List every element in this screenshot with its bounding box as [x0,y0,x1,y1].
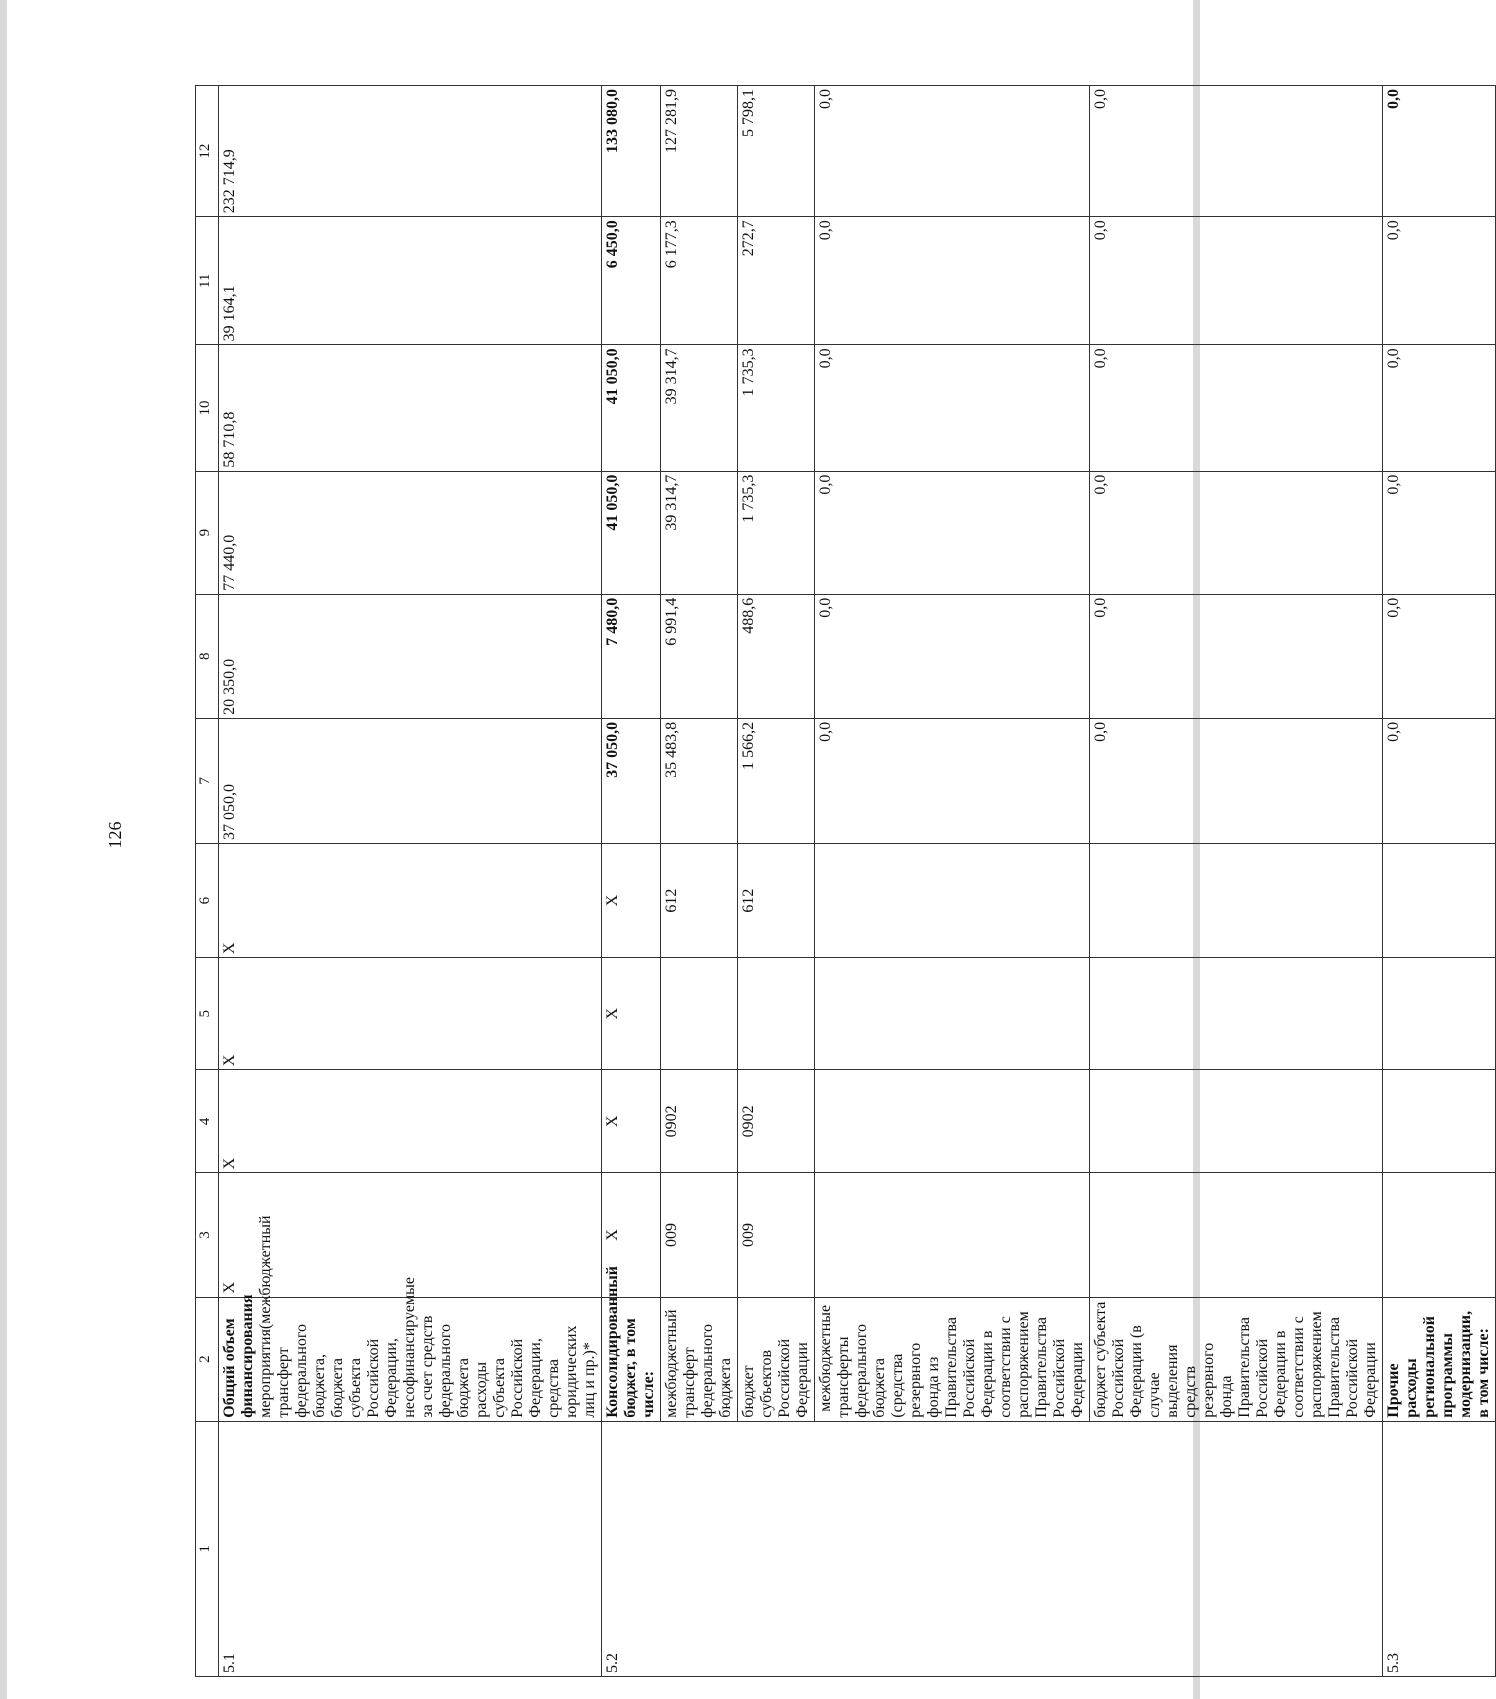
row-name-text: межбюджетные трансферты федерального бюджета (средства резервного фонда из Правительства Российской Федерации в соответствии с распоряжением Правительства Российской Федерации [815,1297,1090,1421]
header-cell: 4 [196,1070,219,1173]
cell-c11: 272,7 [738,217,815,345]
cell-c4: X [219,1070,602,1173]
scan-edge-left [0,0,7,1699]
cell-c7: 0,0 [815,718,1090,843]
header-cell: 8 [196,594,219,718]
row-name [219,1215,602,1421]
header-cell: 10 [196,345,219,471]
row-name-text: бюджет субъектов Российской Федерации [738,1297,815,1421]
table-row [1383,86,1496,1677]
cell-c9: 0,0 [815,471,1090,594]
header-cell: 7 [196,718,219,843]
cell-c5 [815,958,1090,1070]
cell-c9: 41 050,0 [602,471,661,594]
cell-c5 [1090,958,1383,1070]
cell-c3 [1383,1173,1496,1297]
cell-c8: 0,0 [1383,594,1496,718]
cell-c8: 20 350,0 [219,594,602,718]
cell-c4 [1090,1070,1383,1173]
cell-c4: 0902 [738,1070,815,1173]
cell-c9: 1 735,3 [738,471,815,594]
cell-c11: 39 164,1 [219,217,602,345]
cell-c11: 6 177,3 [661,217,738,345]
cell-c12: 232 714,9 [219,86,602,217]
header-cell: 12 [196,86,219,217]
cell-c5 [738,958,815,1070]
cell-c10: 58 710,8 [219,345,602,471]
cell-c11: 0,0 [1090,217,1383,345]
cell-c10: 39 314,7 [661,345,738,471]
cell-c9: 0,0 [1090,471,1383,594]
rotated-table-container [195,85,1492,1677]
cell-c6: 612 [738,844,815,958]
row-name-bold: Общий объем финансирования [221,1294,256,1418]
row-name-bold: Прочие расходы региональной программы модернизации, в том числе: [1383,1297,1496,1421]
cell-c5 [661,958,738,1070]
row-name-text: бюджет субъекта Российской Федерации (в случае выделения средств резервного фонда Правительства Российской Федерации в соответствии с распоряжением Правительства Российской Федерации [1090,1297,1383,1421]
cell-c8: 0,0 [815,594,1090,718]
cell-c12: 5 798,1 [738,86,815,217]
cell-c3 [815,1173,1090,1297]
row-name-bold: Консолидированный бюджет, в том числе: [602,1297,661,1421]
cell-c10: 0,0 [1383,345,1496,471]
header-cell: 1 [196,1421,219,1676]
row-name-text: межбюджетный трансферт федерального бюджета [661,1297,738,1421]
row-number: 5.1 [219,1421,602,1676]
table-row [219,86,602,1677]
cell-c3: X [219,1173,602,1297]
header-cell: 6 [196,844,219,958]
cell-c6 [815,844,1090,958]
cell-c9: 77 440,0 [219,471,602,594]
header-cell: 2 [196,1297,219,1421]
cell-c11: 0,0 [815,217,1090,345]
cell-c3: 009 [661,1173,738,1297]
cell-c5 [1383,958,1496,1070]
cell-c6: X [219,844,602,958]
cell-c8: 0,0 [1090,594,1383,718]
cell-c11: 0,0 [1383,217,1496,345]
cell-c7: 35 483,8 [661,718,738,843]
row-number: 5.2 [602,1421,1383,1676]
cell-c10: 1 735,3 [738,345,815,471]
cell-c6: X [602,844,661,958]
cell-c8: 6 991,4 [661,594,738,718]
cell-c10: 0,0 [1090,345,1383,471]
cell-c7: 0,0 [1090,718,1383,843]
page-number: 126 [105,821,125,849]
header-cell: 11 [196,217,219,345]
cell-c12: 133 080,0 [602,86,661,217]
header-cell: 3 [196,1173,219,1297]
cell-c12: 127 281,9 [661,86,738,217]
cell-c6: 612 [661,844,738,958]
budget-table [195,85,1496,1677]
cell-c3 [1090,1173,1383,1297]
cell-c3: 009 [738,1173,815,1297]
cell-c4: X [602,1070,661,1173]
header-cell: 9 [196,471,219,594]
cell-c8: 7 480,0 [602,594,661,718]
cell-c5: X [602,958,661,1070]
row-number: 5.3 [1383,1421,1496,1676]
header-cell: 5 [196,958,219,1070]
cell-c4 [815,1070,1090,1173]
cell-c10: 0,0 [815,345,1090,471]
table-row [602,86,661,1677]
cell-c7: 37 050,0 [602,718,661,843]
cell-c7: 0,0 [1383,718,1496,843]
row-name-text: мероприятия(межбюджетный трансферт федерального бюджета, бюджета субъекта Российской Федерации, несофинансируемые за счет средств федерального бюджета расходы субъекта Российской Федерации, средства юридических лиц и пр.)* [257,1215,598,1418]
cell-c12: 0,0 [815,86,1090,217]
cell-c11: 6 450,0 [602,217,661,345]
cell-c7: 1 566,2 [738,718,815,843]
cell-c7: 37 050,0 [219,718,602,843]
cell-c9: 0,0 [1383,471,1496,594]
cell-c12: 0,0 [1090,86,1383,217]
cell-c4: 0902 [661,1070,738,1173]
cell-c8: 488,6 [738,594,815,718]
cell-c12: 0,0 [1383,86,1496,217]
cell-c5: X [219,958,602,1070]
cell-c3: X [602,1173,661,1297]
cell-c4 [1383,1070,1496,1173]
cell-c6 [1090,844,1383,958]
cell-c6 [1383,844,1496,958]
cell-c9: 39 314,7 [661,471,738,594]
cell-c10: 41 050,0 [602,345,661,471]
table-header-row [196,86,219,1677]
